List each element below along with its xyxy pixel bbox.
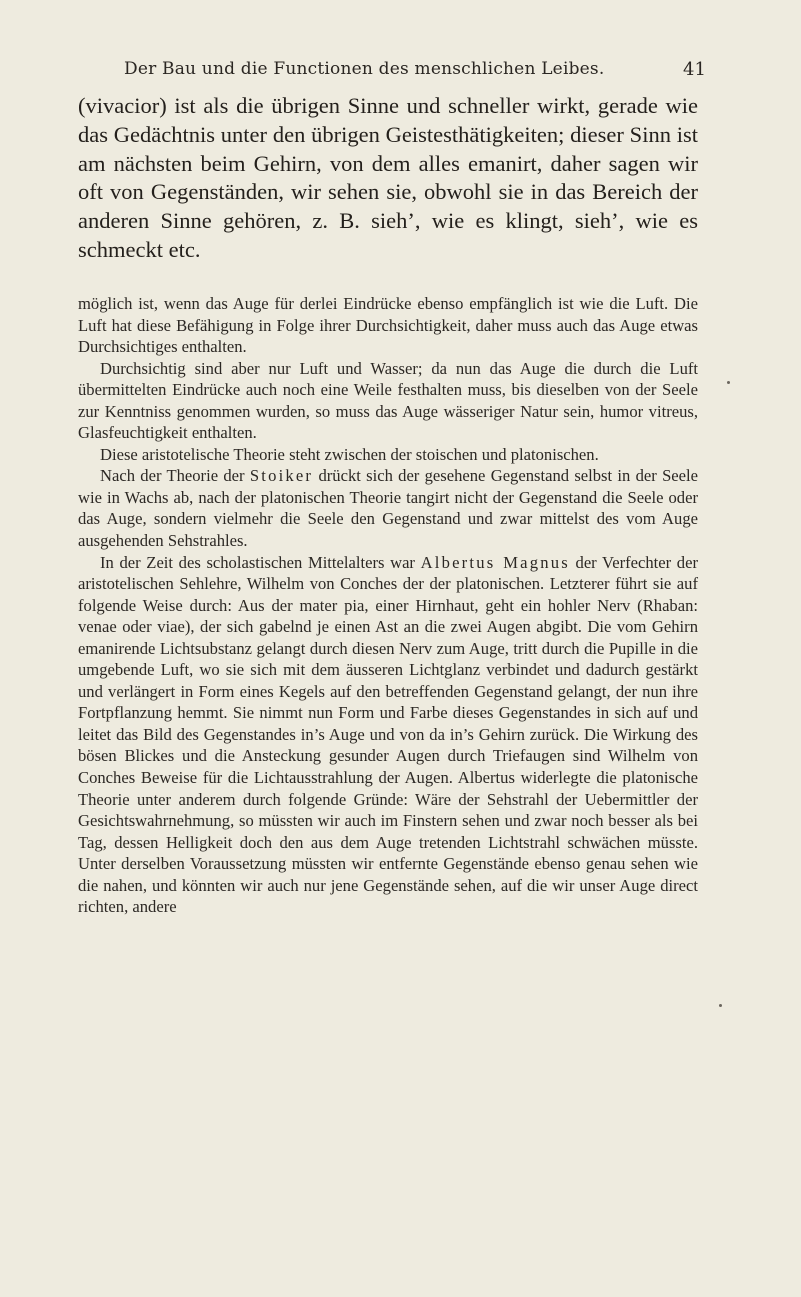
note-block xyxy=(78,293,698,918)
margin-speck xyxy=(727,381,730,384)
note-4-text-start: Nach der Theorie der xyxy=(100,466,250,486)
note-5-text-start: In der Zeit des scholastischen Mittelalters war xyxy=(100,552,421,572)
note-paragraph-3: Diese aristotelische Theorie steht zwischen der stoischen und platonischen. xyxy=(100,444,599,464)
running-head: Der Bau und die Functionen des menschlichen Leibes. xyxy=(124,59,605,79)
page-number: 41 xyxy=(683,59,706,80)
main-paragraph: (vivacior) ist als die übrigen Sinne und schneller wirkt, gerade wie das Gedächtnis unter den übrigen Geistesthätigkeiten; dieser Sinn ist am nächsten beim Gehirn, von dem alles emanirt, daher sagen wir oft von Gegenständen, wir sehen sie, obwohl sie in das Bereich der anderen Sinne gehören, z. B. sieh’, wie es klingt, sieh’, wie es schmeckt etc. xyxy=(78,93,698,262)
note-paragraph-5 xyxy=(78,552,698,918)
note-paragraph-1: möglich ist, wenn das Auge für derlei Eindrücke ebenso empfänglich ist wie die Luft. Die Luft hat diese Befähigung in Folge ihrer Durchsichtigkeit, daher muss auch das Auge etwas Durchsichtiges enthalten. xyxy=(78,294,698,357)
note-paragraph-4 xyxy=(78,465,698,551)
note-5-text-end: der Verfechter der aristotelischen Sehlehre, Wilhelm von Conches der der platonischen. Letzterer führt sie auf folgende Weise durch: Aus der mater pia, einer Hirnhaut, geht ein hohler Nerv (Rhaban: venae oder viae), der sich gabelnd je einen Ast an die zwei Augen abgibt. Die vom Gehirn emanirende Lichtsubstanz gelangt durch diesen Nerv zum Auge, tritt durch die Pupille in die umgebende Luft, wo sie sich mit dem äusseren Lichtglanz verbindet und dadurch gestärkt und verlängert in Form eines Kegels auf den betreffenden Gegenstand gelangt, der nun ihre Fortpflanzung hemmt. Sie nimmt nun Form und Farbe dieses Gegenstandes in sich auf und leitet das Bild des Gegenstandes in’s Auge und von da in’s Gehirn zurück. Die Wirkung des bösen Blickes und die Ansteckung gesunder Augen durch Triefaugen sind Wilhelm von Conches Beweise für die Lichtausstrahlung der Augen. Albertus widerlegte die platonische Theorie unter anderem durch folgende Gründe: Wäre der Sehstrahl der Uebermittler der Gesichtswahrnehmung, so müssten wir auch im Finstern sehen und zwar noch besser als bei Tag, dessen Helligkeit doch den aus dem Auge tretenden Lichtstrahl schwächen müsste. Unter derselben Voraussetzung müssten wir entfernte Gegenstände ebenso genau sehen wie die nahen, und könnten wir auch nur jene Gegenstände sehen, auf die wir unser Auge direct richten, andere xyxy=(78,552,698,917)
note-4-text-end: drückt sich der gesehene Gegenstand selbst in der Seele wie in Wachs ab, nach der platonischen Theorie tangirt nicht der Gegenstand die Seele oder das Auge, sondern vielmehr die Seele den Gegenstand und zwar mittelst des vom Auge ausgehenden Sehstrahles. xyxy=(78,466,698,551)
stoiker-term: Stoiker xyxy=(249,466,314,486)
albertus-magnus-term: Albertus Magnus xyxy=(420,552,570,572)
margin-speck xyxy=(719,1004,722,1007)
note-paragraph-2: Durchsichtig sind aber nur Luft und Wasser; da nun das Auge die durch die Luft übermittelten Eindrücke auch noch eine Weile festhalten muss, bis dieselben von der Seele zur Kenntniss genommen wurden, so muss das Auge wässeriger Natur sein, humor vitreus, Glasfeuchtigkeit enthalten. xyxy=(78,358,698,443)
